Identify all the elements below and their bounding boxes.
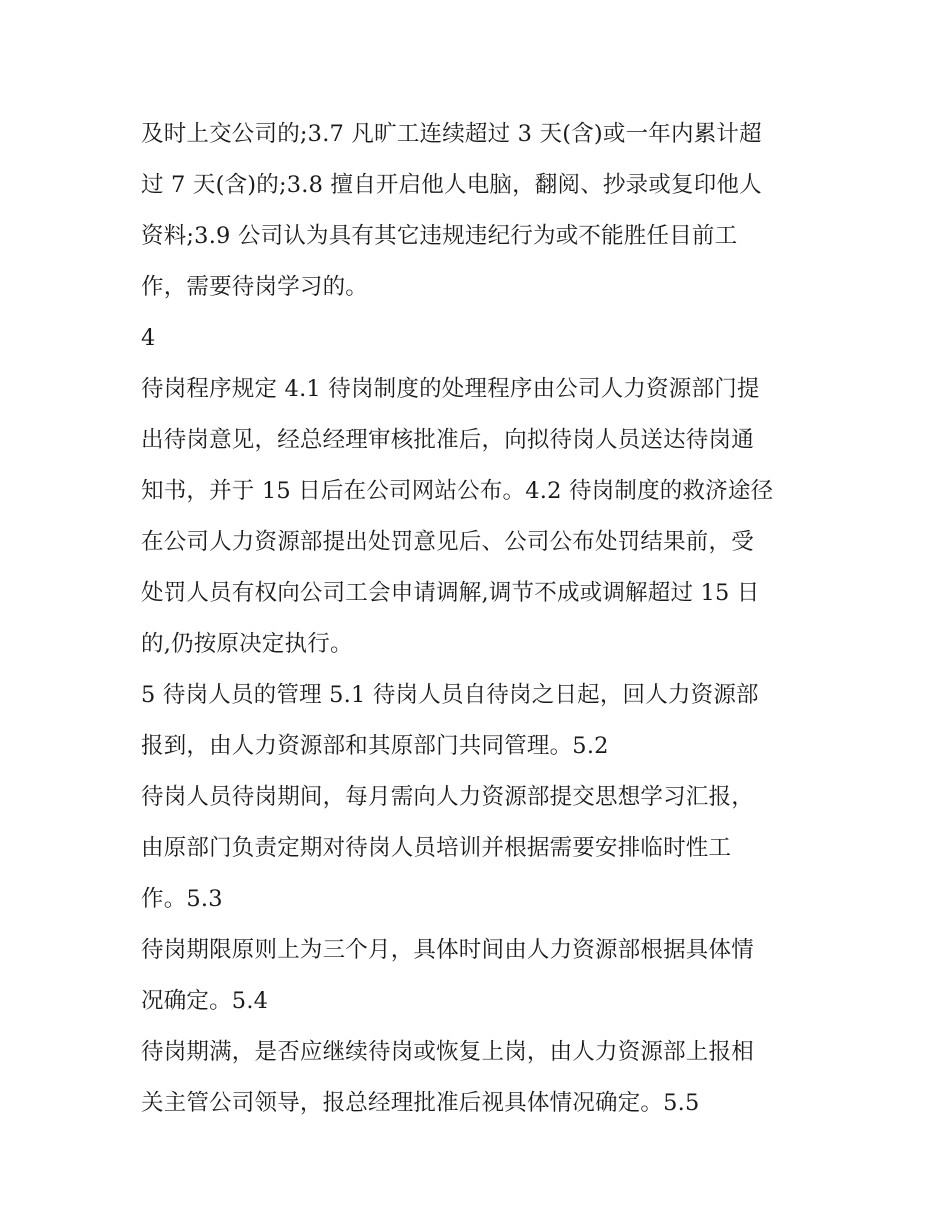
text-line: 由原部门负责定期对待岗人员培训并根据需要安排临时性工 bbox=[141, 835, 732, 861]
text-line: 在公司人力资源部提出处罚意见后、公司公布处罚结果前，受 bbox=[141, 529, 754, 555]
text-line: 的,仍按原决定执行。 bbox=[141, 631, 353, 657]
text-line: 过 7 天(含)的;3.8 擅自开启他人电脑，翻阅、抄录或复印他人 bbox=[141, 172, 762, 198]
text-line: 待岗期限原则上为三个月，具体时间由人力资源部根据具体情 bbox=[141, 937, 754, 963]
text-line: 及时上交公司的;3.7 凡旷工连续超过 3 天(含)或一年内累计超 bbox=[141, 121, 762, 147]
text-line: 报到，由人力资源部和其原部门共同管理。5.2 bbox=[141, 733, 609, 759]
text-line: 待岗人员待岗期间，每月需向人力资源部提交思想学习汇报， bbox=[141, 784, 754, 810]
text-line: 作，需要待岗学习的。 bbox=[141, 274, 369, 300]
text-line: 资料;3.9 公司认为具有其它违规违纪行为或不能胜任目前工 bbox=[141, 223, 738, 249]
text-line: 处罚人员有权向公司工会申请调解,调节不成或调解超过 15 日 bbox=[141, 580, 760, 606]
text-line: 况确定。5.4 bbox=[141, 988, 269, 1014]
section-number: 4 bbox=[141, 325, 156, 351]
text-line: 5 待岗人员的管理 5.1 待岗人员自待岗之日起，回人力资源部 bbox=[141, 682, 759, 708]
text-line: 知书，并于 15 日后在公司网站公布。4.2 待岗制度的救济途径 bbox=[141, 478, 774, 504]
text-line: 关主管公司领导，报总经理批准后视具体情况确定。5.5 bbox=[141, 1090, 700, 1116]
text-line: 待岗程序规定 4.1 待岗制度的处理程序由公司人力资源部门提 bbox=[141, 376, 760, 402]
text-line: 作。5.3 bbox=[141, 886, 223, 912]
body-text bbox=[141, 109, 831, 1129]
text-line: 出待岗意见，经总经理审核批准后，向拟待岗人员送达待岗通 bbox=[141, 427, 754, 453]
text-line: 待岗期满，是否应继续待岗或恢复上岗，由人力资源部上报相 bbox=[141, 1039, 754, 1065]
